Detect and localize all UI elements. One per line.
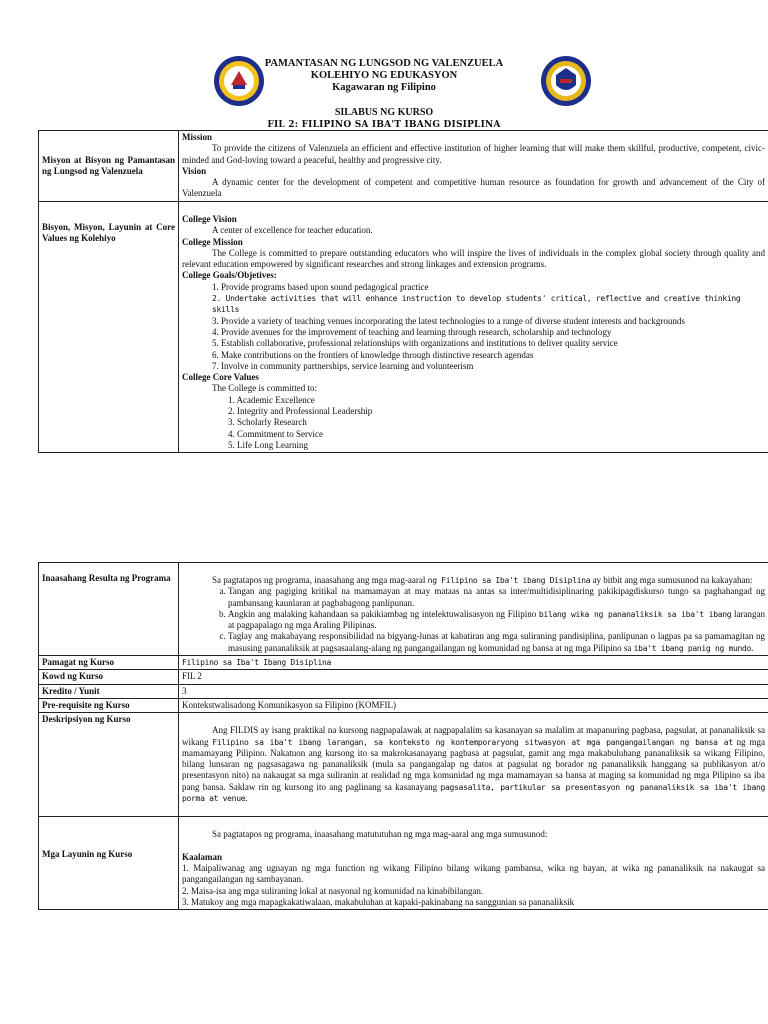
description-label: Deskripsiyon ng Kurso xyxy=(39,713,179,817)
course-info-label: Pre-requisite ng Kurso xyxy=(39,698,179,712)
course-info-label: Kowd ng Kurso xyxy=(39,670,179,684)
mission-text: To provide the citizens of Valenzuela an efficient and effective institution of higher learning that will make them skillful, productive, competent, civic-minded and God-loving toward a peaceful, healthy and progressive city. xyxy=(182,143,765,165)
objectives-row xyxy=(39,817,768,910)
intro-text: Sa pagtatapos ng programa, inaasahang ang mga mag-aaral xyxy=(212,575,428,585)
core-value-item: 5. Life Long Learning xyxy=(228,439,308,450)
goal-item: 1. Provide programs based upon sound pedagogical practice xyxy=(212,281,429,292)
program-outcomes-label: Inaasahang Resulta ng Programa xyxy=(39,563,179,656)
mission-heading: Mission xyxy=(182,132,213,142)
core-values-intro: The College is committed to: xyxy=(212,383,317,394)
objectives-intro: Sa pagtatapos ng programa, inaasahang matututuhan ng mga mag-aaral ang mga sumusunod: xyxy=(212,829,548,840)
description-content xyxy=(179,713,768,817)
core-value-item: 2. Integrity and Professional Leadership xyxy=(228,406,373,417)
vision-heading: Vision xyxy=(182,165,207,176)
university-block-label: Misyon at Bisyon ng Pamantasan ng Lungsod ng Valenzuela xyxy=(39,131,179,202)
goal-item: 5. Establish collaborative, professional relationships with organizations and institutions to deliver quality service xyxy=(212,338,618,349)
college-vision-heading: College Vision xyxy=(182,214,237,224)
objectives-heading: Kaalaman xyxy=(182,851,223,862)
college-mission-heading: College Mission xyxy=(182,236,243,247)
university-block-content xyxy=(179,131,768,202)
course-info-row xyxy=(39,670,768,684)
objectives-content xyxy=(179,817,768,910)
course-info-value: 3 xyxy=(179,684,768,698)
objectives-label: Mga Layunin ng Kurso xyxy=(39,817,179,910)
course-info-value: Kontekstwalisadong Komunikasyon sa Filipino (KOMFIL) xyxy=(179,698,768,712)
objective-item: 2. Maisa-isa ang mga suliraning lokal at nasyonal ng komunidad na kinabibilangan. xyxy=(182,885,484,896)
course-title: FIL 2: FILIPINO SA IBA'T IBANG DISIPLINA xyxy=(267,120,501,130)
objective-item: 1. Maipaliwanag ang ugnayan ng mga function ng wikang Filipino bilang wikang pambansa, wika ng bayan, at wika ng pananaliksik na nakaugat sa pangangailangan ng sambayanan. xyxy=(182,862,765,885)
program-outcomes-row xyxy=(39,563,768,656)
outcome-item: b. Angkin ang malaking kahandaan sa pakikiambag ng intelektuwalisasyon ng Filipino bilang wika ng pananaliksik sa iba't ibang larangan at pagpapalago ng mga Araling Pilipinas. xyxy=(228,609,765,632)
course-info-value: Filipino sa Iba't Ibang Disiplina xyxy=(179,656,768,670)
description-text: Ang FILDIS ay isang praktikal na kursong nagpapalawak at nagpapalalim sa kasanayan sa malalim at mapanuring pagbasa, pagsulat, at pananaliksik sa wikang Filipino sa iba't ibang larangan, sa konteksto ng kontemporaryong sitwasyon at mga pangangailangan ng bansa at ng mga mamamayang Pilipino. Nakatuon ang kursong ito sa makrokasanayang pagbasa at pagsulat, gamit ang mga makabuluhang pananaliksik sa wikang Filipino, bilang lunsaran ng pagsasagawa ng pananaliksik (mula sa pangangalap ng datos at pagsulat ng borador ng pananaliksik hanggang sa publikasyon at/o presentasyon nito) na nakaugat sa mga suliranin at realidad ng mga komunidad ng mga mamamayan sa bansa at maging sa komunidad ng mga Pilipino sa iba pang bansa. Saklaw rin ng kursong ito ang paglinang sa kasanayang pagsasalita, partikular sa presentasyon ng pananaliksik sa iba't ibang porma at venue. xyxy=(182,725,765,804)
university-name: PAMANTASAN NG LUNGSOD NG VALENZUELA xyxy=(264,58,504,69)
mission-vision-table xyxy=(38,130,768,453)
college-block-content xyxy=(179,202,768,453)
college-name: KOLEHIYO NG EDUKASYON xyxy=(310,70,458,81)
outcome-item: a. Tangan ang pagiging kritikal na mamamayan at may mataas na antas sa inter/multidisiplinaring pakikipagdiskurso tungo sa paghahangad ng pambansang kaunlaran at pagbabagong panlipunan. xyxy=(228,586,765,609)
core-value-item: 1. Academic Excellence xyxy=(228,394,315,405)
intro-text-end: ay bitbit ang mga sumusunod na kakayahan: xyxy=(590,575,753,585)
college-mission-text: The College is committed to prepare outstanding educators who will inspire the lives of individuals in the complex global society through quality and relevant education empowered by significant researches and strong linkages and extension programs. xyxy=(182,247,765,270)
goal-item: 2. Undertake activities that will enhance instruction to develop students' critical, reflective and creative thinking skills xyxy=(212,294,741,315)
program-outcomes-content xyxy=(179,563,768,656)
goal-item: 7. Involve in community partnerships, service learning and volunteerism xyxy=(212,360,474,371)
core-values-heading: College Core Values xyxy=(182,372,259,383)
outcome-item: c. Taglay ang makabayang responsibilidad na bigyang-lunas at kabatiran ang mga suliraning pandisiplina, panlipunan o lagpas pa sa pamamagitan ng masusing pananaliksik at pagsasaalang-alang ng pangangailangan ng komunidad ng bansa at ng mga Pilipino sa iba't ibang panig ng mundo. xyxy=(228,631,765,654)
course-details-table xyxy=(38,562,768,910)
college-block-label: Bisyon, Misyon, Layunin at Core Values ng Kolehiyo xyxy=(39,202,179,453)
goal-item: 4. Provide avenues for the improvement of teaching and learning through research, scholarship and technology xyxy=(212,326,612,337)
core-value-item: 3. Scholarly Research xyxy=(228,417,307,428)
course-info-row xyxy=(39,698,768,712)
college-goals-heading: College Goals/Objetives: xyxy=(182,270,277,281)
course-info-label: Kredito / Yunit xyxy=(39,684,179,698)
college-vision-text: A center of excellence for teacher education. xyxy=(212,225,373,236)
intro-program-name: ng Filipino sa Iba't ibang Disiplina xyxy=(427,576,591,585)
goal-item: 3. Provide a variety of teaching venues incorporating the latest technologies to a range of diverse student interests and backgrounds xyxy=(212,315,685,326)
document-header xyxy=(0,55,768,115)
college-mission-row xyxy=(39,202,768,453)
core-value-item: 4. Commitment to Service xyxy=(228,428,323,439)
course-info-label: Pamagat ng Kurso xyxy=(39,656,179,670)
course-info-row xyxy=(39,656,768,670)
program-outcomes-list xyxy=(182,586,765,654)
course-info-row xyxy=(39,684,768,698)
course-info-value: FIL 2 xyxy=(179,670,768,684)
goal-item: 6. Make contributions on the frontiers of knowledge through distinctive research agendas xyxy=(212,349,534,360)
vision-text: A dynamic center for the development of competent and competitive human resource as foundation for growth and advancement of the City of Valenzuela xyxy=(182,177,765,199)
syllabus-title: SILABUS NG KURSO xyxy=(334,107,434,118)
document-titles xyxy=(0,107,768,131)
university-mission-row xyxy=(39,131,768,202)
department-name: Kagawaran ng Filipino xyxy=(332,82,436,93)
description-row xyxy=(39,713,768,817)
program-outcomes-intro xyxy=(182,575,765,586)
objective-item: 3. Matukoy ang mga mapagkakatiwalaan, makabuluhan at kapaki-pakinabang na sanggunian sa pananaliksik xyxy=(182,896,575,907)
